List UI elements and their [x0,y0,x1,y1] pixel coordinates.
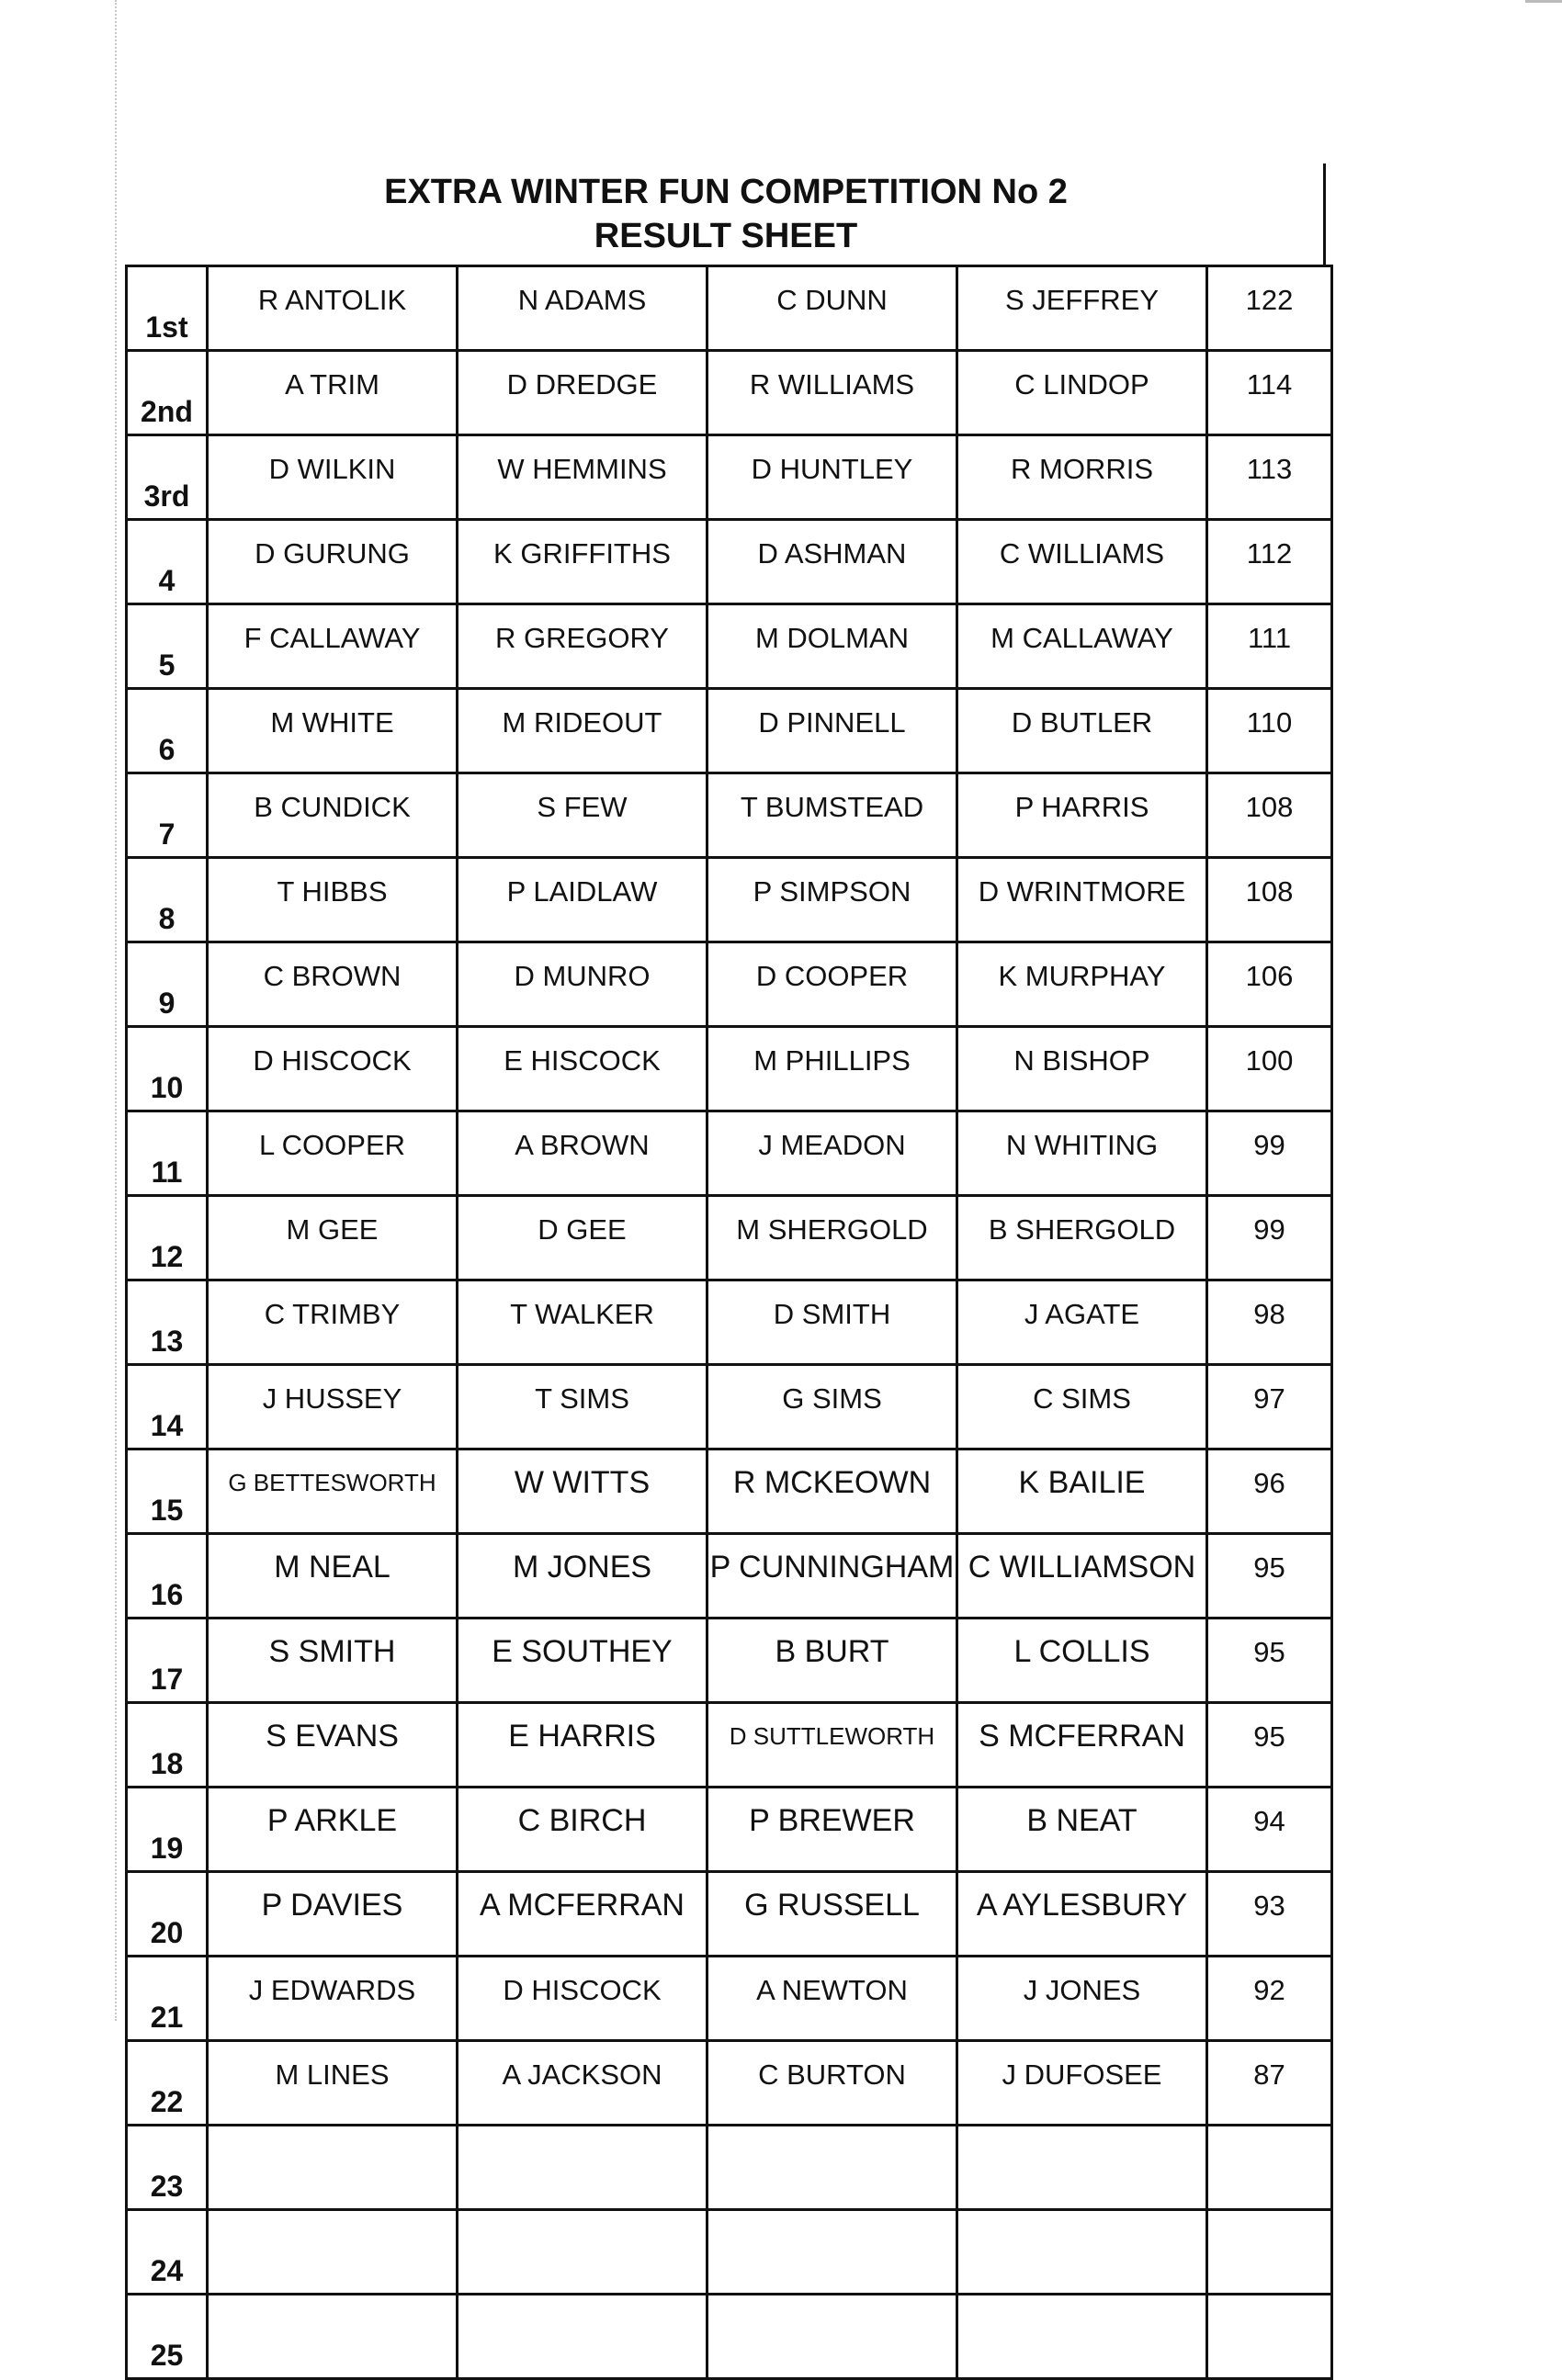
player-cell: D ASHMAN [707,520,957,604]
player-cell: P BREWER [707,1788,957,1872]
player-cell: D WRINTMORE [957,858,1207,942]
player-cell: J AGATE [957,1280,1207,1365]
player-cell [707,2210,957,2295]
results-body [127,266,1332,2379]
table-row [127,1365,1332,1449]
player-cell: C BIRCH [458,1788,707,1872]
player-cell: B BURT [707,1619,957,1703]
player-cell: N BISHOP [957,1027,1207,1111]
player-cell: A AYLESBURY [957,1872,1207,1957]
position-cell: 12 [127,1196,208,1280]
player-cell [957,2295,1207,2379]
score-cell [1207,2295,1332,2379]
score-cell: 87 [1207,2041,1332,2126]
player-cell: T HIBBS [208,858,458,942]
player-cell [208,2295,458,2379]
score-cell: 113 [1207,435,1332,520]
player-cell: K BAILIE [957,1449,1207,1534]
position-cell: 4 [127,520,208,604]
position-cell: 9 [127,942,208,1027]
table-row [127,1872,1332,1957]
player-cell [458,2210,707,2295]
player-cell: J EDWARDS [208,1957,458,2041]
results-table [125,265,1333,2380]
player-cell: M SHERGOLD [707,1196,957,1280]
player-cell: B CUNDICK [208,773,458,858]
position-cell: 10 [127,1027,208,1111]
position-cell: 21 [127,1957,208,2041]
position-cell: 14 [127,1365,208,1449]
table-row [127,435,1332,520]
table-row [127,2295,1332,2379]
position-cell: 25 [127,2295,208,2379]
player-cell: E HISCOCK [458,1027,707,1111]
player-cell: W WITTS [458,1449,707,1534]
player-cell: T WALKER [458,1280,707,1365]
player-cell: N WHITING [957,1111,1207,1196]
position-cell: 6 [127,689,208,773]
table-row [127,2041,1332,2126]
player-cell: F CALLAWAY [208,604,458,689]
title-right-rule [1323,164,1326,266]
player-cell: M CALLAWAY [957,604,1207,689]
player-cell: S SMITH [208,1619,458,1703]
player-cell: J MEADON [707,1111,957,1196]
player-cell: L COOPER [208,1111,458,1196]
player-cell: S MCFERRAN [957,1703,1207,1788]
player-cell: A JACKSON [458,2041,707,2126]
player-cell: G SIMS [707,1365,957,1449]
player-cell: D DREDGE [458,351,707,435]
table-row [127,1957,1332,2041]
score-cell: 106 [1207,942,1332,1027]
player-cell: J JONES [957,1957,1207,2041]
position-cell: 1st [127,266,208,351]
player-cell: G BETTESWORTH [208,1449,458,1534]
position-cell: 24 [127,2210,208,2295]
table-row [127,2210,1332,2295]
player-cell: J HUSSEY [208,1365,458,1449]
player-cell: N ADAMS [458,266,707,351]
player-cell: P SIMPSON [707,858,957,942]
position-cell: 7 [127,773,208,858]
player-cell: C TRIMBY [208,1280,458,1365]
player-cell: D PINNELL [707,689,957,773]
title-block [129,170,1323,258]
player-cell: C LINDOP [957,351,1207,435]
player-cell [707,2295,957,2379]
table-row [127,689,1332,773]
position-cell: 22 [127,2041,208,2126]
player-cell: D HISCOCK [458,1957,707,2041]
player-cell [707,2126,957,2210]
player-cell: S JEFFREY [957,266,1207,351]
player-cell: D GEE [458,1196,707,1280]
score-cell: 95 [1207,1619,1332,1703]
score-cell: 108 [1207,773,1332,858]
table-row [127,2126,1332,2210]
player-cell: D SMITH [707,1280,957,1365]
player-cell: C BURTON [707,2041,957,2126]
table-row [127,1449,1332,1534]
table-row [127,1788,1332,1872]
score-cell: 98 [1207,1280,1332,1365]
score-cell: 94 [1207,1788,1332,1872]
position-cell: 15 [127,1449,208,1534]
player-cell: P HARRIS [957,773,1207,858]
player-cell: K MURPHAY [957,942,1207,1027]
table-row [127,351,1332,435]
player-cell: W HEMMINS [458,435,707,520]
player-cell: T SIMS [458,1365,707,1449]
player-cell: L COLLIS [957,1619,1207,1703]
score-cell: 92 [1207,1957,1332,2041]
score-cell [1207,2210,1332,2295]
table-row [127,1196,1332,1280]
score-cell: 114 [1207,351,1332,435]
position-cell: 17 [127,1619,208,1703]
position-cell: 13 [127,1280,208,1365]
table-row [127,858,1332,942]
score-cell: 93 [1207,1872,1332,1957]
scan-margin-dots [115,0,117,2021]
position-cell: 3rd [127,435,208,520]
player-cell: R ANTOLIK [208,266,458,351]
player-cell: D COOPER [707,942,957,1027]
position-cell: 11 [127,1111,208,1196]
score-cell: 95 [1207,1703,1332,1788]
player-cell: E SOUTHEY [458,1619,707,1703]
player-cell: A TRIM [208,351,458,435]
player-cell: T BUMSTEAD [707,773,957,858]
player-cell: C DUNN [707,266,957,351]
score-cell: 97 [1207,1365,1332,1449]
page-subtitle: RESULT SHEET [594,217,858,255]
player-cell: G RUSSELL [707,1872,957,1957]
player-cell: R GREGORY [458,604,707,689]
table-row [127,1534,1332,1619]
player-cell [957,2126,1207,2210]
table-row [127,520,1332,604]
position-cell: 18 [127,1703,208,1788]
player-cell: M RIDEOUT [458,689,707,773]
player-cell: D MUNRO [458,942,707,1027]
player-cell: P CUNNINGHAM [707,1534,957,1619]
player-cell: R MCKEOWN [707,1449,957,1534]
player-cell: M JONES [458,1534,707,1619]
table-row [127,942,1332,1027]
score-cell: 99 [1207,1111,1332,1196]
player-cell: C BROWN [208,942,458,1027]
player-cell: P LAIDLAW [458,858,707,942]
table-row [127,1619,1332,1703]
player-cell: D HUNTLEY [707,435,957,520]
table-row [127,266,1332,351]
player-cell: B NEAT [957,1788,1207,1872]
player-cell: R WILLIAMS [707,351,957,435]
position-cell: 5 [127,604,208,689]
score-cell [1207,2126,1332,2210]
player-cell [458,2126,707,2210]
scan-edge-mark [1525,0,1562,3]
player-cell [957,2210,1207,2295]
player-cell: C SIMS [957,1365,1207,1449]
table-row [127,1111,1332,1196]
position-cell: 20 [127,1872,208,1957]
player-cell: J DUFOSEE [957,2041,1207,2126]
player-cell: M WHITE [208,689,458,773]
player-cell: E HARRIS [458,1703,707,1788]
player-cell: M PHILLIPS [707,1027,957,1111]
player-cell: A BROWN [458,1111,707,1196]
player-cell: D BUTLER [957,689,1207,773]
player-cell: D SUTTLEWORTH [707,1703,957,1788]
position-cell: 23 [127,2126,208,2210]
score-cell: 95 [1207,1534,1332,1619]
player-cell: M DOLMAN [707,604,957,689]
table-row [127,1703,1332,1788]
player-cell: S FEW [458,773,707,858]
position-cell: 8 [127,858,208,942]
player-cell: C WILLIAMS [957,520,1207,604]
player-cell: K GRIFFITHS [458,520,707,604]
player-cell [208,2126,458,2210]
player-cell: P ARKLE [208,1788,458,1872]
position-cell: 19 [127,1788,208,1872]
position-cell: 2nd [127,351,208,435]
score-cell: 110 [1207,689,1332,773]
player-cell: D WILKIN [208,435,458,520]
table-row [127,604,1332,689]
table-row [127,773,1332,858]
player-cell [458,2295,707,2379]
player-cell: D HISCOCK [208,1027,458,1111]
table-row [127,1027,1332,1111]
score-cell: 108 [1207,858,1332,942]
score-cell: 112 [1207,520,1332,604]
player-cell: B SHERGOLD [957,1196,1207,1280]
score-cell: 99 [1207,1196,1332,1280]
score-cell: 111 [1207,604,1332,689]
player-cell: M LINES [208,2041,458,2126]
table-row [127,1280,1332,1365]
player-cell: M GEE [208,1196,458,1280]
score-cell: 100 [1207,1027,1332,1111]
player-cell: S EVANS [208,1703,458,1788]
score-cell: 122 [1207,266,1332,351]
player-cell: D GURUNG [208,520,458,604]
score-cell: 96 [1207,1449,1332,1534]
player-cell: M NEAL [208,1534,458,1619]
player-cell: A NEWTON [707,1957,957,2041]
position-cell: 16 [127,1534,208,1619]
page-title: EXTRA WINTER FUN COMPETITION No 2 [384,173,1068,211]
player-cell: A MCFERRAN [458,1872,707,1957]
player-cell: R MORRIS [957,435,1207,520]
player-cell: P DAVIES [208,1872,458,1957]
player-cell [208,2210,458,2295]
player-cell: C WILLIAMSON [957,1534,1207,1619]
